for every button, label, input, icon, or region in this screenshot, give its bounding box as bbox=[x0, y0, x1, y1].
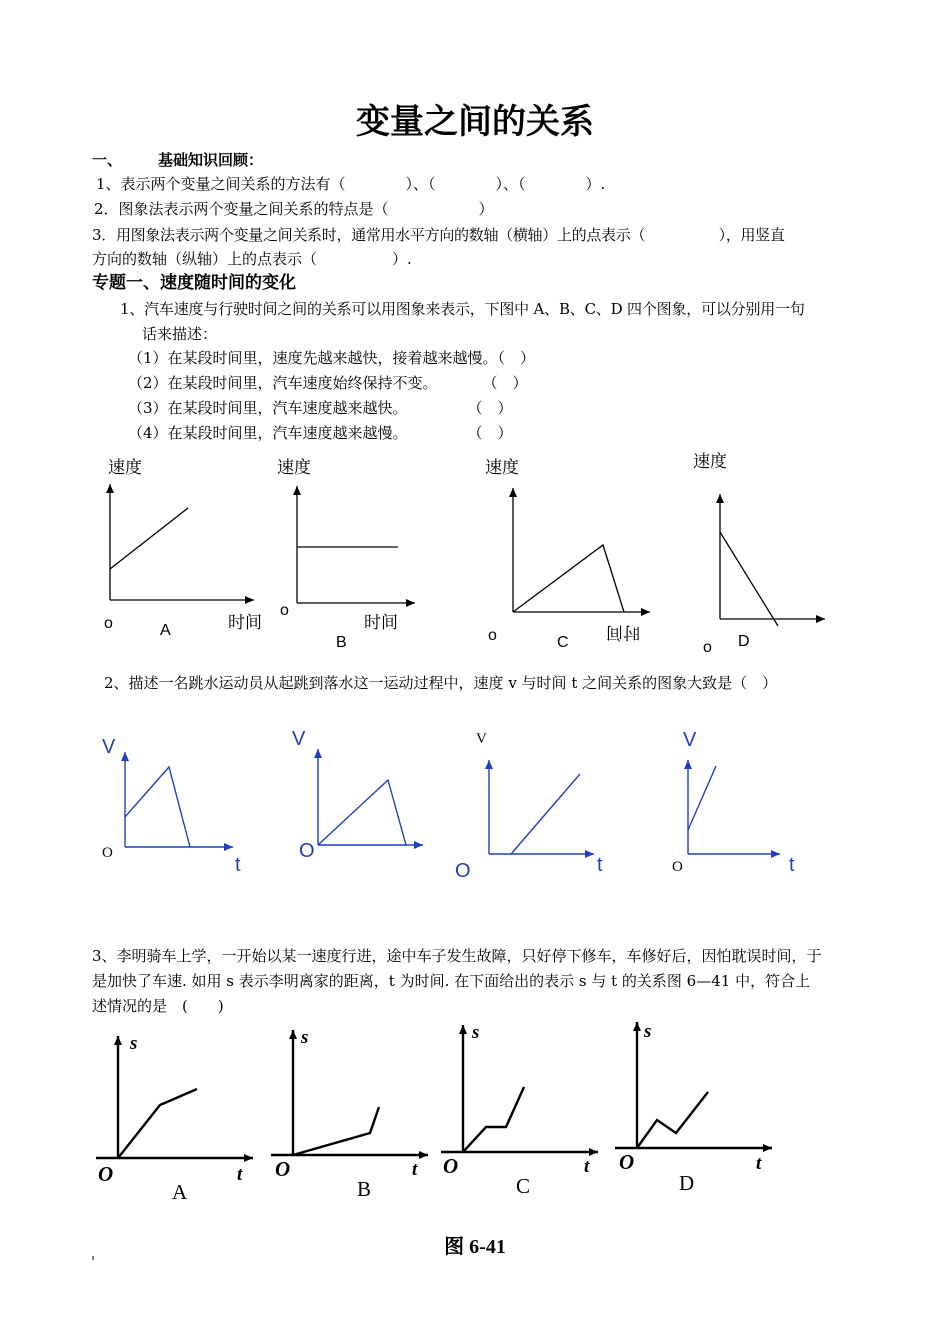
option-1: （1）在某段时间里，速度先越来越快，接着越来越慢。（ ） bbox=[128, 349, 536, 367]
v-label-1: V bbox=[102, 736, 116, 758]
s-label-c: s bbox=[472, 1022, 480, 1043]
distance-graph-b bbox=[271, 1030, 428, 1155]
dive-graph-3 bbox=[489, 760, 594, 854]
question-1: 1、表示两个变量之间关系的方法有（ ）、（ ）、（ ）. bbox=[96, 175, 606, 193]
question-bike-line-2: 是加快了车速. 如用 s 表示李明离家的距离，t 为时间. 在下面给出的表示 s 与 t 的关系图 6—41 中，符合上 bbox=[92, 972, 811, 990]
answer-label-b: B bbox=[357, 1177, 372, 1201]
dive-graph-1 bbox=[125, 752, 233, 847]
page-title: 变量之间的关系 bbox=[356, 102, 594, 142]
option-3: （3）在某段时间里，汽车速度越来越快。 （ ） bbox=[128, 399, 513, 417]
section-heading: 基础知识回顾： bbox=[158, 151, 264, 169]
speed-graph-b bbox=[297, 486, 415, 603]
s-label-b: s bbox=[301, 1027, 309, 1048]
x-label-c: 时间 bbox=[606, 622, 640, 642]
speed-graph-c bbox=[513, 488, 650, 612]
x-label-b: 时间 bbox=[364, 613, 398, 633]
question-3-line-2: 方向的数轴（纵轴）上的点表示（ ）. bbox=[92, 250, 412, 268]
y-label-d: 速度 bbox=[693, 452, 727, 472]
origin-v-1: O bbox=[102, 845, 113, 861]
graph-label-a: A bbox=[160, 622, 171, 639]
t-label-4: t bbox=[789, 854, 795, 876]
question-2: 2．图象法表示两个变量之间关系的特点是（ ） bbox=[94, 200, 494, 218]
question-dive: 2、描述一名跳水运动员从起跳到落水这一运动过程中，速度 v 与时间 t 之间关系的图象大致是（ ） bbox=[104, 674, 778, 692]
topic-question-1-line-2: 话来描述： bbox=[142, 325, 218, 343]
dive-graph-2 bbox=[318, 749, 423, 845]
dive-graph-4 bbox=[688, 760, 780, 854]
origin-s-a: O bbox=[98, 1162, 114, 1186]
t-axis-label-b: t bbox=[412, 1159, 418, 1180]
distance-graph-d bbox=[615, 1022, 772, 1148]
figure-caption: 图 6-41 bbox=[444, 1236, 506, 1258]
section-number: 一、 bbox=[92, 151, 123, 169]
origin-s-d: O bbox=[619, 1150, 635, 1174]
topic-question-1-line-1: 1、汽车速度与行驶时间之间的关系可以用图象来表示，下图中 A、B、C、D 四个图象，可以分别用一句 bbox=[120, 300, 805, 318]
t-label-1: t bbox=[235, 854, 241, 876]
graph-label-d: D bbox=[738, 633, 750, 650]
option-4: （4）在某段时间里，汽车速度越来越慢。 （ ） bbox=[128, 424, 513, 442]
origin-s-b: O bbox=[275, 1157, 291, 1181]
y-label-a: 速度 bbox=[108, 458, 142, 478]
v-label-3: V bbox=[476, 731, 487, 747]
origin-c: o bbox=[488, 627, 497, 644]
x-label-a: 时间 bbox=[228, 613, 262, 633]
origin-a: o bbox=[104, 615, 113, 632]
speed-graph-d bbox=[720, 494, 825, 626]
origin-v-3: O bbox=[455, 860, 471, 882]
question-3-line-1: 3．用图象法表示两个变量之间关系时，通常用水平方向的数轴（横轴）上的点表示（ ），用竖直 bbox=[92, 226, 785, 244]
answer-label-c: C bbox=[516, 1174, 531, 1198]
distance-graph-c bbox=[441, 1025, 598, 1152]
origin-b: o bbox=[280, 602, 289, 619]
answer-label-d: D bbox=[679, 1171, 695, 1195]
graph-label-c: C bbox=[557, 634, 569, 651]
s-label-a: s bbox=[130, 1033, 138, 1054]
distance-graph-a bbox=[96, 1036, 253, 1158]
t-axis-label-d: t bbox=[756, 1153, 762, 1174]
graph-label-b: B bbox=[336, 634, 347, 651]
t-label-3: t bbox=[597, 854, 603, 876]
origin-d: o bbox=[703, 639, 712, 656]
answer-label-a: A bbox=[172, 1180, 188, 1204]
v-label-2: V bbox=[292, 728, 306, 750]
origin-v-4: O bbox=[672, 859, 683, 875]
origin-s-c: O bbox=[443, 1154, 459, 1178]
question-bike-line-1: 3、李明骑车上学，一开始以某一速度行进，途中车子发生故障，只好停下修车，车修好后，因怕耽误时间，于 bbox=[92, 947, 822, 965]
question-bike-line-3: 述情况的是 ( ) bbox=[92, 997, 224, 1015]
t-axis-label-c: t bbox=[584, 1156, 590, 1177]
origin-v-2: O bbox=[299, 840, 315, 862]
speed-graph-a bbox=[110, 484, 254, 600]
topic-heading: 专题一、速度随时间的变化 bbox=[92, 273, 296, 293]
y-label-b: 速度 bbox=[277, 458, 311, 478]
v-label-4: V bbox=[683, 729, 697, 751]
y-label-c: 速度 bbox=[485, 458, 519, 478]
option-2: （2）在某段时间里，汽车速度始终保持不变。 （ ） bbox=[128, 374, 528, 392]
t-axis-label-a: t bbox=[237, 1164, 243, 1185]
s-label-d: s bbox=[644, 1021, 652, 1042]
